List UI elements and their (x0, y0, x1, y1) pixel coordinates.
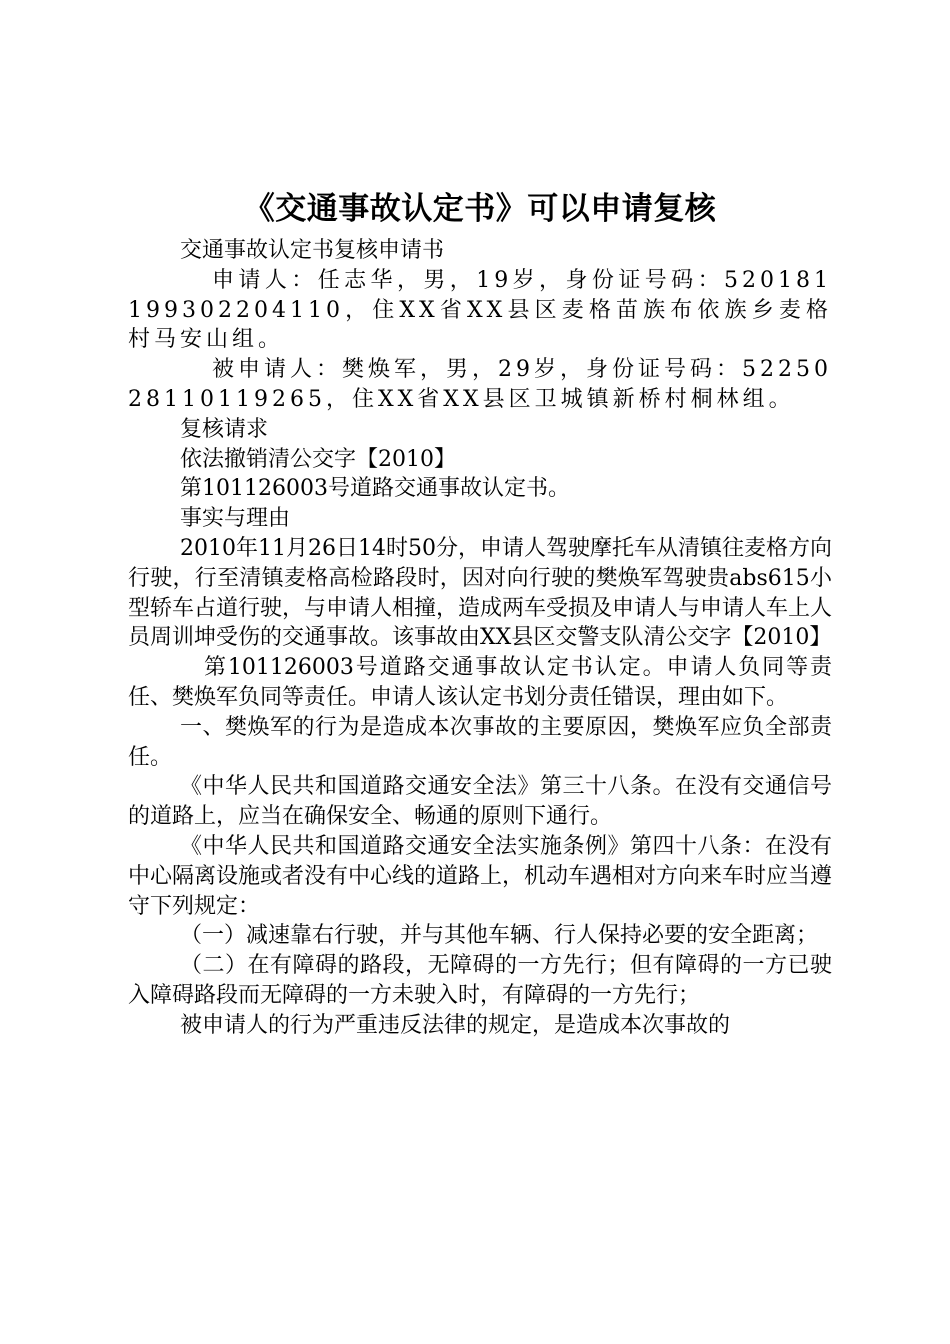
reason-paragraph-1: 一、樊焕军的行为是造成本次事故的主要原因，樊焕军应负全部责任。 (128, 714, 832, 770)
law-paragraph-1: 《中华人民共和国道路交通安全法》第三十八条。在没有交通信号的道路上，应当在确保安全、畅通的原则下通行。 (128, 774, 832, 830)
document-title: 《交通事故认定书》可以申请复核 (243, 191, 717, 227)
document-subtitle: 交通事故认定书复核申请书 (180, 238, 445, 263)
law-paragraph-2: 《中华人民共和国道路交通安全法实施条例》第四十八条：在没有中心隔离设施或者没有中心线的道路上，机动车遇相对方向来车时应当遵守下列规定： (128, 833, 833, 919)
respondent-paragraph: 被申请人：樊焕军，男，29岁，身份证号码：5225028110119265，住XX省XX县区卫城镇新桥村桐林组。 (128, 357, 832, 412)
applicant-paragraph: 申请人：任志华，男，19岁，身份证号码：520181199302204110，住XX省XX县区麦格苗族布依族乡麦格村马安山组。 (128, 267, 832, 353)
request-heading: 复核请求 (180, 416, 269, 442)
law-item-2: （二）在有障碍的路段，无障碍的一方先行；但有障碍的一方已驶入障碍路段而无障碍的一方未驶入时，有障碍的一方先行； (128, 953, 832, 1008)
request-line-1: 依法撤销清公交字【2010】 (180, 446, 456, 472)
conclusion-paragraph: 被申请人的行为严重违反法律的规定，是造成本次事故的 (180, 1012, 731, 1038)
facts-paragraph-1: 2010年11月26日14时50分，申请人驾驶摩托车从清镇往麦格方向行驶，行至清镇麦格高检路段时，因对向行驶的樊焕军驾驶贵abs615小型轿车占道行驶，与申请人相撞，造成两车受损及申请人与申请人车上人员周训坤受伤的交通事故。该事故由XX县区交警支队清公交字【2010】 (128, 535, 833, 651)
facts-heading: 事实与理由 (180, 506, 291, 532)
request-line-2: 第101126003号道路交通事故认定书。 (180, 476, 570, 502)
facts-paragraph-2: 第101126003号道路交通事故认定书认定。申请人负同等责任、樊焕军负同等责任。申请人该认定书划分责任错误，理由如下。 (128, 655, 832, 710)
law-item-1: （一）减速靠右行驶，并与其他车辆、行人保持必要的安全距离； (180, 923, 819, 949)
document-page (128, 186, 832, 1041)
